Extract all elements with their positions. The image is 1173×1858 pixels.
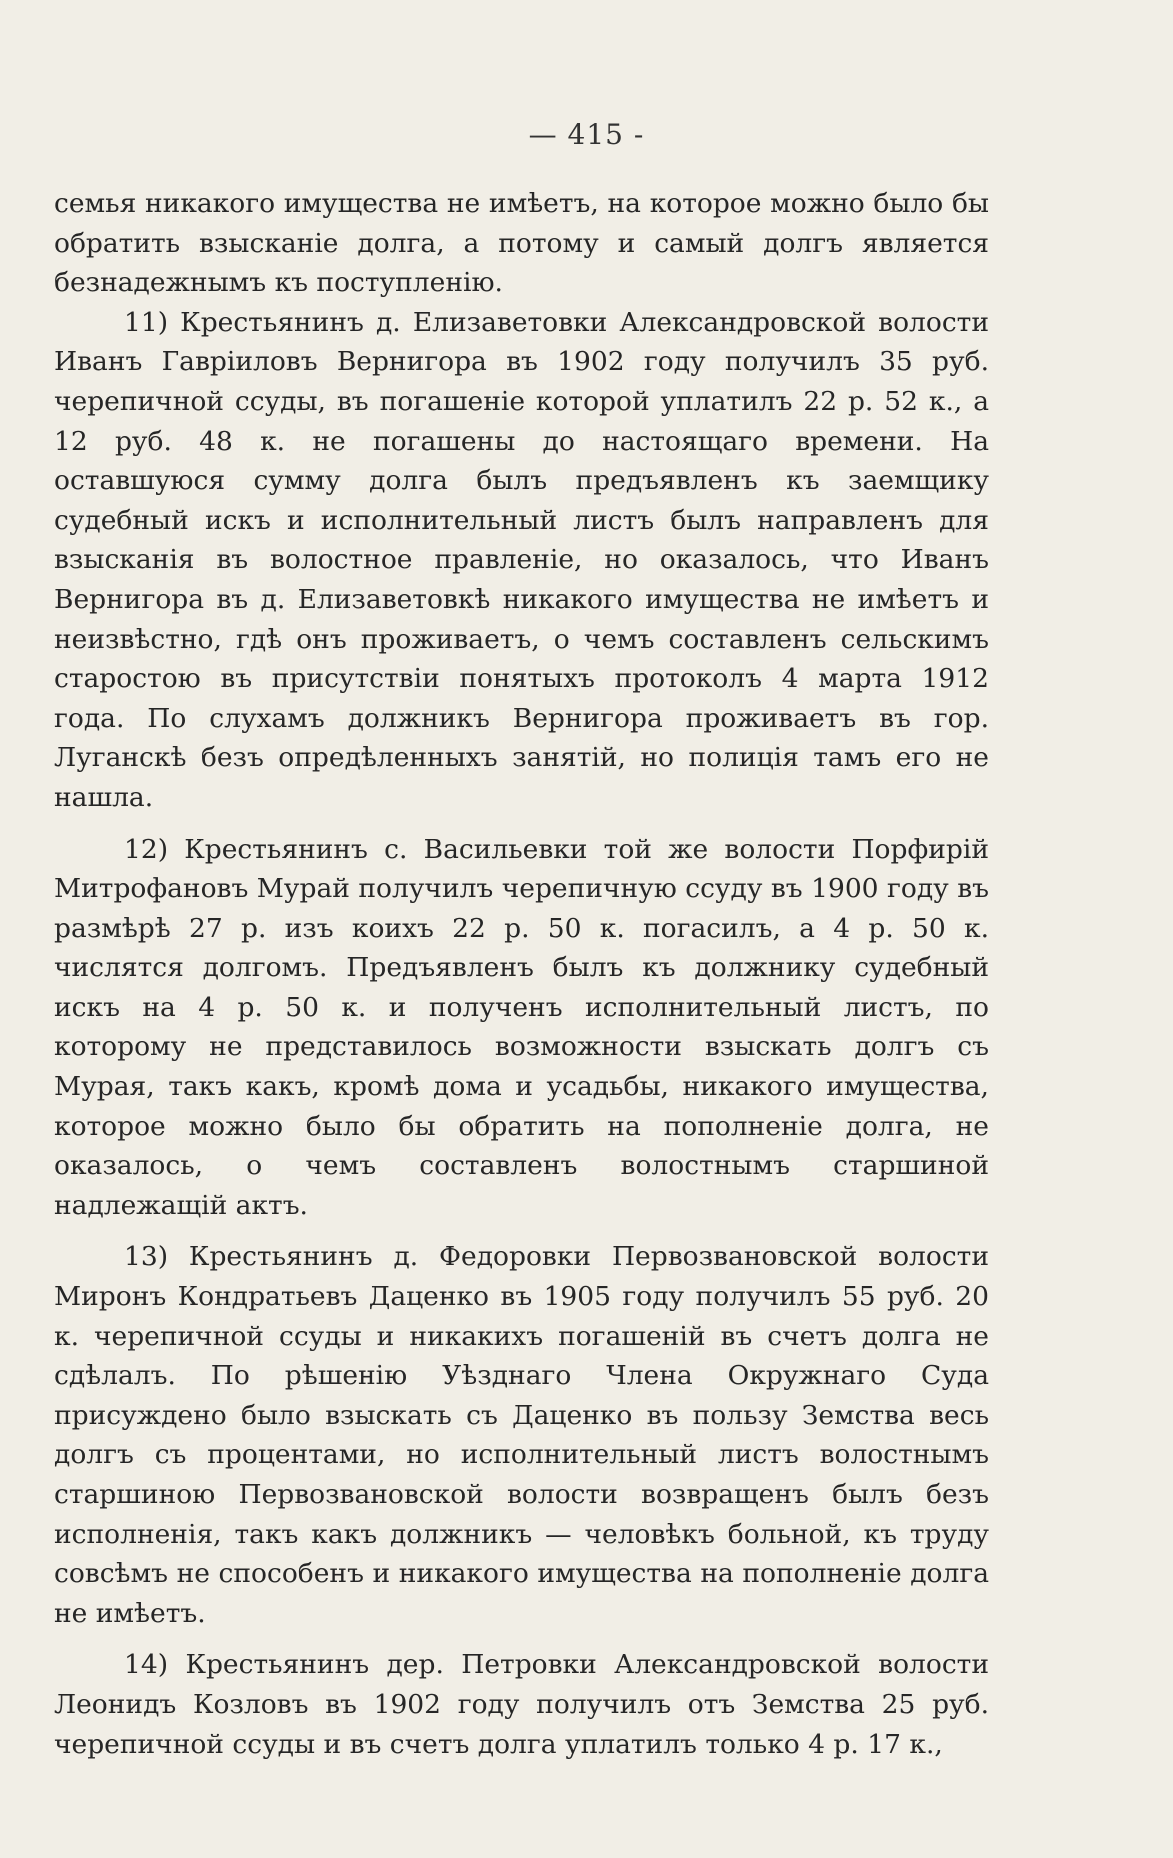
paragraph-item-12: 12) Крестьянинъ с. Васильевки той же волости Порфирій Митрофановъ Мурай получилъ черепичную ссуду въ 1900 году въ размѣрѣ 27 р. изъ коихъ 22 р. 50 к. погасилъ, а 4 р. 50 к. числятся долгомъ. Предъявленъ былъ къ должнику судебный искъ на 4 р. 50 к. и полученъ исполнительный листъ, по которому не представилось возможности взыскать долгъ съ Мурая, такъ какъ, кромѣ дома и усадьбы, никакого имущества, которое можно было бы обратить на пополненіе долга, не оказалось, о чемъ составленъ волостнымъ старшиной надлежащій актъ. xyxy=(54,833,989,1221)
paragraph-item-11: 11) Крестьянинъ д. Елизаветовки Александровской волости Иванъ Гавріиловъ Вернигора въ 1902 году получилъ 35 руб. черепичной ссуды, въ погашеніе которой уплатилъ 22 р. 52 к., а 12 руб. 48 к. не погашены до настоящаго времени. На оставшуюся сумму долга былъ предъявленъ къ заемщику судебный искъ и исполнительный листъ былъ направленъ для взысканія въ волостное правленіе, но оказалось, что Иванъ Вернигора въ д. Елизаветовкѣ никакого имущества не имѣетъ и неизвѣстно, гдѣ онъ проживаетъ, о чемъ составленъ сельскимъ старостою въ присутствіи понятыхъ протоколъ 4 марта 1912 года. По слухамъ должникъ Вернигора проживаетъ въ гор. Луганскѣ безъ опредѣленныхъ занятій, но полиція тамъ его не нашла. xyxy=(54,306,989,813)
paragraph-continuation: семья никакого имущества не имѣетъ, на которое можно было бы обратить взысканіе долга, а потому и самый долгъ является безнадежнымъ къ поступленію. xyxy=(54,188,989,299)
paragraph-item-14: 14) Крестьянинъ дер. Петровки Александровской волости Леонидъ Козловъ въ 1902 году получилъ отъ Земства 25 руб. черепичной ссуды и въ счетъ долга уплатилъ только 4 р. 17 к., xyxy=(54,1649,989,1760)
paragraph-item-13: 13) Крестьянинъ д. Федоровки Первозвановской волости Миронъ Кондратьевъ Даценко въ 1905 году получилъ 55 руб. 20 к. черепичной ссуды и никакихъ погашеній въ счетъ долга не сдѣлалъ. По рѣшенію Уѣзднаго Члена Окружнаго Суда присуждено было взыскать съ Даценко въ пользу Земства весь долгъ съ процентами, но исполнительный листъ волостнымъ старшиною Первозвановской волости возвращенъ былъ безъ исполненія, такъ какъ должникъ — человѣкъ больной, къ труду совсѣмъ не способенъ и никакого имущества на пополненіе долга не имѣетъ. xyxy=(54,1241,989,1629)
page-body xyxy=(54,184,989,1764)
page-number: — 415 - xyxy=(528,118,645,151)
